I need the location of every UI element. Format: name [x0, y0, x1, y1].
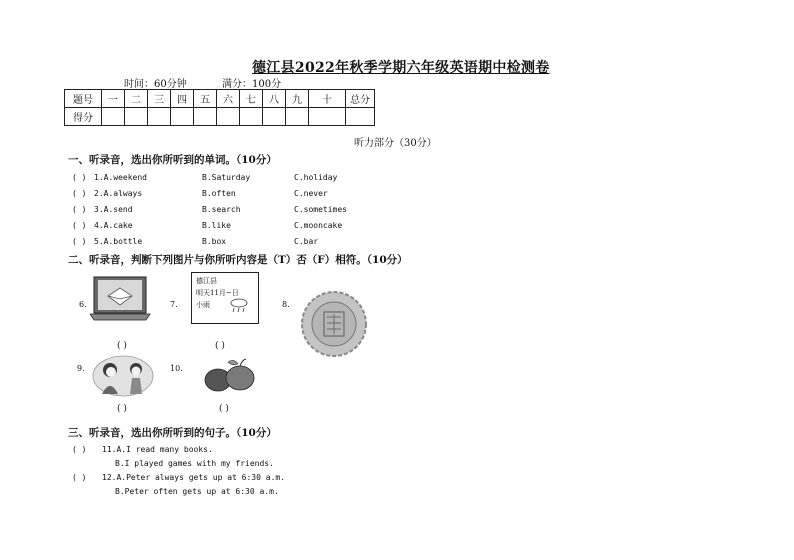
children-talking-picture	[92, 354, 154, 398]
option-a: 4.A.cake	[94, 221, 133, 230]
picture-number: 9.	[77, 364, 85, 373]
option-a: 5.A.bottle	[94, 237, 143, 246]
option-a: 1.A.weekend	[94, 173, 147, 182]
section1-title: 一、听录音，选出你所听到的单词。（10分）	[68, 154, 277, 166]
score-table	[64, 89, 375, 126]
sentence-option-b: B.I played games with my friends.	[115, 459, 274, 468]
exam-time: 时间：60分钟	[124, 79, 187, 90]
weather-desc: 小雨	[196, 301, 210, 309]
score-header-cell: 总分	[346, 90, 375, 108]
weather-place: 德江县	[196, 277, 217, 285]
score-table-header-row	[65, 90, 375, 108]
listening-header: 听力部分（30分）	[354, 138, 437, 149]
option-c: C.mooncake	[294, 221, 343, 230]
score-cell[interactable]	[263, 108, 286, 126]
option-c: C.sometimes	[294, 205, 347, 214]
sentence-option-a: 12.A.Peter always gets up at 6:30 a.m.	[102, 473, 286, 482]
fruit-picture	[200, 356, 262, 396]
answer-paren[interactable]: ( )	[72, 173, 87, 182]
picture-answer-paren[interactable]: ( )	[215, 341, 225, 351]
score-header-cell: 十	[309, 90, 346, 108]
answer-paren[interactable]: ( )	[72, 189, 87, 198]
score-cell[interactable]	[102, 108, 125, 126]
picture-answer-paren[interactable]: ( )	[117, 341, 127, 351]
option-a: 3.A.send	[94, 205, 133, 214]
score-cell[interactable]	[125, 108, 148, 126]
score-cell[interactable]	[194, 108, 217, 126]
score-table-score-row	[65, 108, 375, 126]
score-cell[interactable]	[217, 108, 240, 126]
answer-paren[interactable]: ( )	[72, 237, 87, 246]
option-b: B.often	[202, 189, 236, 198]
score-header-cell: 六	[217, 90, 240, 108]
picture-number: 6.	[79, 300, 87, 309]
sentence-option-b: B.Peter often gets up at 6:30 a.m.	[115, 487, 279, 496]
option-b: B.Saturday	[202, 173, 251, 182]
sentence-option-a: 11.A.I read many books.	[102, 445, 213, 454]
option-b: B.search	[202, 205, 241, 214]
option-c: C.holiday	[294, 173, 338, 182]
picture-number: 8.	[282, 300, 290, 309]
picture-number: 7.	[170, 300, 178, 309]
option-b: B.box	[202, 237, 227, 246]
score-header-cell: 三	[148, 90, 171, 108]
picture-answer-paren[interactable]: ( )	[117, 404, 127, 414]
score-header-cell: 一	[102, 90, 125, 108]
score-cell[interactable]	[346, 108, 375, 126]
section3-title: 三、听录音，选出你所听到的句子。（10分）	[68, 427, 277, 439]
score-cell[interactable]	[286, 108, 309, 126]
option-b: B.like	[202, 221, 231, 230]
score-cell[interactable]	[148, 108, 171, 126]
score-cell[interactable]	[309, 108, 346, 126]
score-header-cell: 七	[240, 90, 263, 108]
answer-paren[interactable]: ( )	[72, 473, 87, 482]
answer-paren[interactable]: ( )	[72, 221, 87, 230]
score-header-cell: 题号	[65, 90, 102, 108]
option-c: C.never	[294, 189, 328, 198]
mooncake-picture	[300, 290, 368, 358]
exam-title: 德江县2022年秋季学期六年级英语期中检测卷	[252, 60, 550, 76]
score-header-cell: 四	[171, 90, 194, 108]
picture-answer-paren[interactable]: ( )	[219, 404, 229, 414]
score-row-label: 得分	[65, 108, 102, 126]
score-header-cell: 八	[263, 90, 286, 108]
weather-date: 明天11月~日	[196, 289, 239, 297]
section2-title: 二、听录音，判断下列图片与你所听内容是（T）否（F）相符。（10分）	[68, 254, 408, 266]
score-header-cell: 九	[286, 90, 309, 108]
answer-paren[interactable]: ( )	[72, 205, 87, 214]
laptop-email-picture	[90, 276, 152, 322]
answer-paren[interactable]: ( )	[72, 445, 87, 454]
score-header-cell: 二	[125, 90, 148, 108]
option-a: 2.A.always	[94, 189, 143, 198]
exam-full-marks: 满分：100分	[222, 79, 282, 90]
rain-cloud-icon	[228, 296, 250, 314]
score-cell[interactable]	[240, 108, 263, 126]
score-cell[interactable]	[171, 108, 194, 126]
option-c: C.bar	[294, 237, 319, 246]
score-header-cell: 五	[194, 90, 217, 108]
picture-number: 10.	[170, 364, 183, 373]
